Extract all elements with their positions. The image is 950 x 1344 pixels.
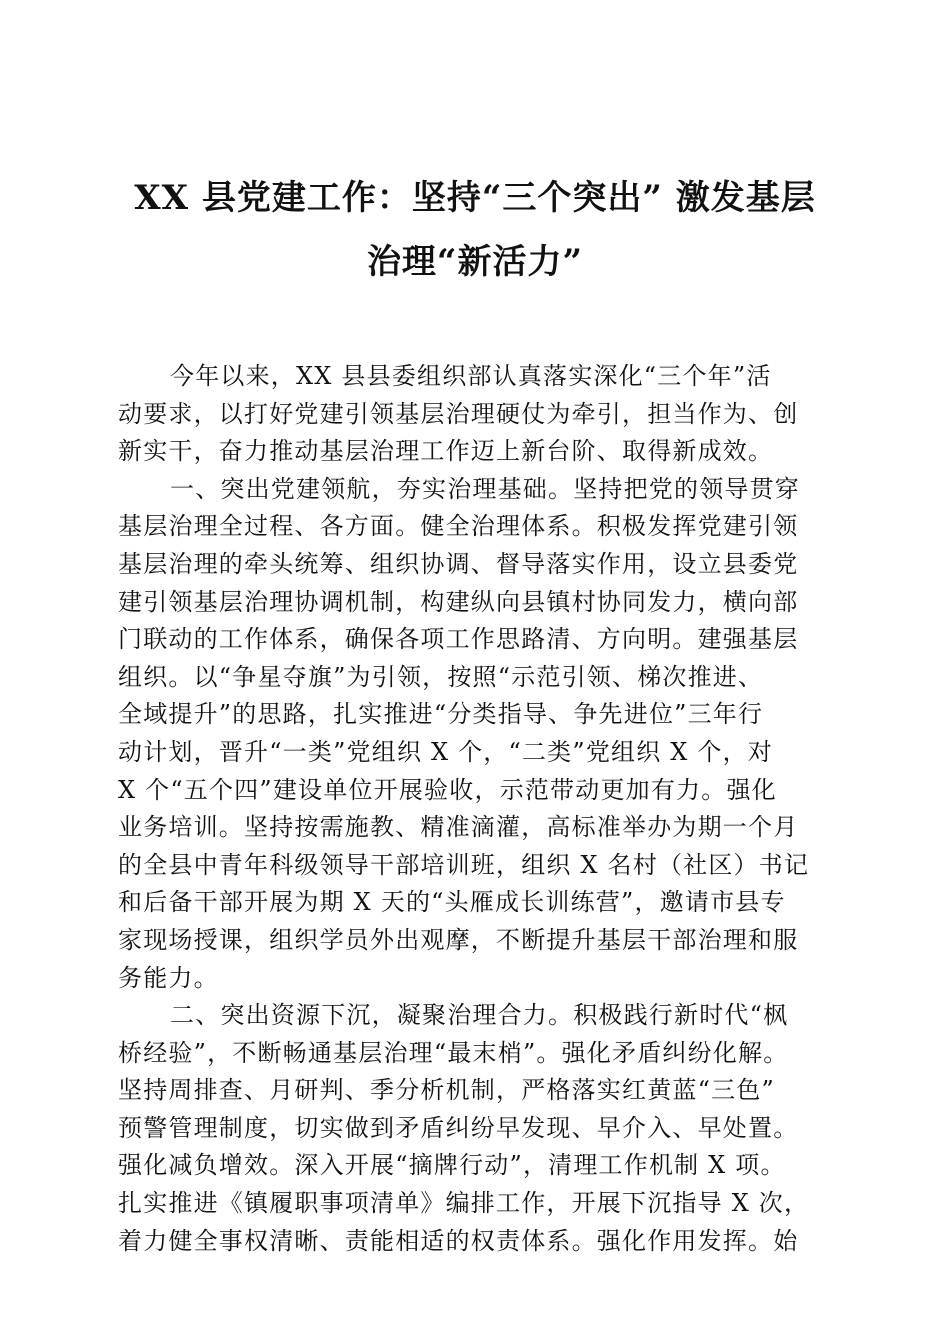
paragraph-section-2-line: 坚持周排查、月研判、季分析机制，严格落实红黄蓝“三色” bbox=[118, 1076, 775, 1105]
paragraph-section-2-line: 着力健全事权清晰、责能相适的权责体系。强化作用发挥。始 bbox=[118, 1226, 799, 1255]
paragraph-section-2-line: 桥经验”，不断畅通基层治理“最末梢”。强化矛盾纠纷化解。 bbox=[118, 1038, 789, 1067]
paragraph-section-1-line: 的全县中青年科级领导干部培训班，组织 X 名村（社区）书记 bbox=[118, 850, 810, 879]
title-line-1: XX 县党建工作：坚持“三个突出” 激发基层 bbox=[134, 178, 816, 218]
paragraph-section-2-line: 扎实推进《镇履职事项清单》编排工作，开展下沉指导 X 次， bbox=[118, 1189, 810, 1218]
document-body bbox=[118, 358, 838, 1260]
paragraph-section-1-line: 基层治理全过程、各方面。健全治理体系。积极发挥党建引领 bbox=[118, 512, 799, 541]
title-line-2: 治理“新活力” bbox=[366, 242, 584, 282]
paragraph-section-2-line: 二、突出资源下沉，凝聚治理合力。积极践行新时代“枫 bbox=[170, 1001, 789, 1030]
paragraph-intro-line: 新实干，奋力推动基层治理工作迈上新台阶、取得新成效。 bbox=[118, 437, 774, 466]
paragraph-section-2-line: 强化减负增效。深入开展“摘牌行动”，清理工作机制 X 项。 bbox=[118, 1151, 786, 1180]
paragraph-section-1-line: 建引领基层治理协调机制，构建纵向县镇村协同发力，横向部 bbox=[118, 587, 799, 616]
paragraph-section-1-line: 全域提升”的思路，扎实推进“分类指导、争先进位”三年行 bbox=[118, 700, 764, 729]
paragraph-section-2-line: 预警管理制度，切实做到矛盾纠纷早发现、早介入、早处置。 bbox=[118, 1113, 799, 1142]
paragraph-section-1-line: 基层治理的牵头统筹、组织协调、督导落实作用，设立县委党 bbox=[118, 549, 799, 578]
paragraph-section-1-line: 一、突出党建领航，夯实治理基础。坚持把党的领导贯穿 bbox=[170, 474, 800, 503]
paragraph-section-1-line: 动计划，晋升“一类”党组织 X 个，“二类”党组织 X 个，对 bbox=[118, 737, 773, 766]
paragraph-section-1-line: 门联动的工作体系，确保各项工作思路清、方向明。建强基层 bbox=[118, 625, 799, 654]
paragraph-section-1-line: X 个“五个四”建设单位开展验收，示范带动更加有力。强化 bbox=[118, 775, 777, 804]
paragraph-section-1-line: 务能力。 bbox=[118, 963, 219, 992]
paragraph-intro-line: 动要求，以打好党建引领基层治理硬仗为牵引，担当作为、创 bbox=[118, 399, 799, 428]
paragraph-section-1-line: 和后备干部开展为期 X 天的“头雁成长训练营”，邀请市县专 bbox=[118, 888, 786, 917]
paragraph-section-1-line: 组织。以“争星夺旗”为引领，按照“示范引领、梯次推进、 bbox=[118, 662, 764, 691]
document-title bbox=[100, 166, 850, 294]
paragraph-section-1-line: 家现场授课，组织学员外出观摩，不断提升基层干部治理和服 bbox=[118, 925, 799, 954]
paragraph-section-1-line: 业务培训。坚持按需施教、精准滴灌，高标准举办为期一个月 bbox=[118, 813, 799, 842]
paragraph-intro-line: 今年以来，XX 县县委组织部认真落实深化“三个年”活 bbox=[170, 362, 772, 390]
